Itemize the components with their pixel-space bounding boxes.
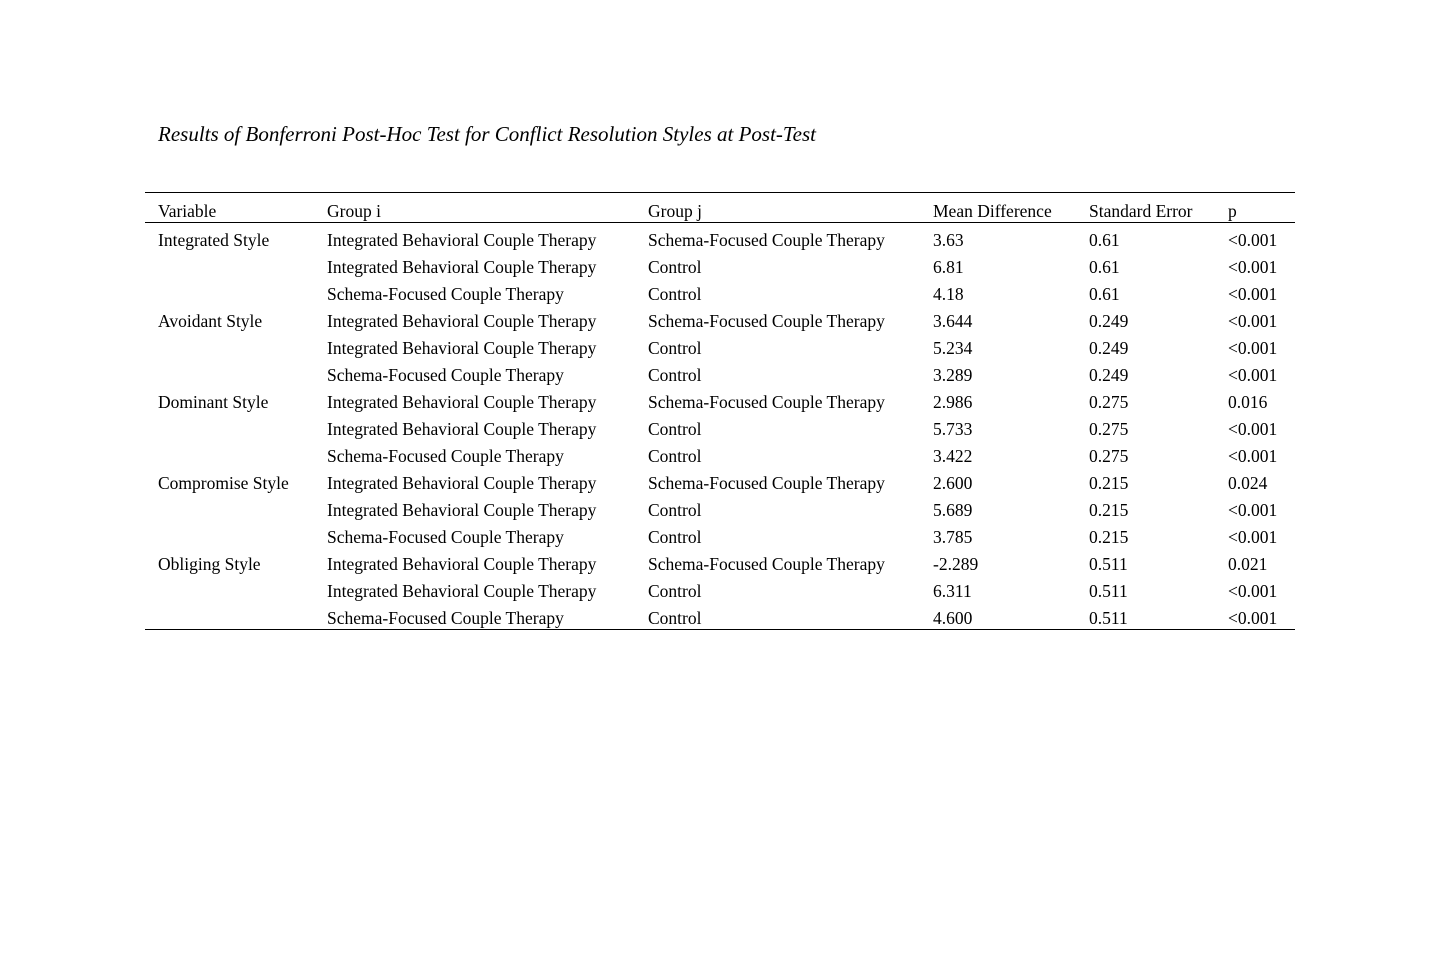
cell-p: <0.001 [1228, 338, 1278, 358]
cell-mean-difference: 6.311 [933, 581, 972, 601]
cell-standard-error: 0.249 [1089, 338, 1129, 358]
cell-group-i: Integrated Behavioral Couple Therapy [327, 473, 597, 493]
table-row [145, 278, 1295, 305]
cell-mean-difference: 3.785 [933, 527, 973, 547]
cell-mean-difference: 5.689 [933, 500, 973, 520]
table-row [145, 413, 1295, 440]
cell-group-i: Schema-Focused Couple Therapy [327, 284, 564, 304]
cell-group-j: Control [635, 602, 920, 630]
cell-mean-difference: 4.18 [933, 284, 964, 304]
cell-mean-difference: 4.600 [920, 602, 1076, 630]
cell-group-j: Control [648, 527, 702, 547]
cell-mean-difference: -2.289 [933, 554, 979, 574]
cell-group-i: Integrated Behavioral Couple Therapy [327, 419, 597, 439]
cell-p: <0.001 [1228, 257, 1278, 277]
table-row [145, 602, 1295, 630]
cell-group-j: Schema-Focused Couple Therapy [648, 473, 885, 493]
cell-mean-difference: 3.422 [933, 446, 973, 466]
cell-group-i: Integrated Behavioral Couple Therapy [327, 581, 597, 601]
cell-standard-error: 0.511 [1089, 554, 1128, 574]
cell-mean-difference: 3.63 [933, 230, 964, 250]
cell-group-j: Schema-Focused Couple Therapy [648, 554, 885, 574]
cell-p: <0.001 [1228, 365, 1278, 385]
cell-standard-error: 0.275 [1089, 392, 1129, 412]
cell-group-i: Integrated Behavioral Couple Therapy [327, 554, 597, 574]
cell-variable: Dominant Style [158, 392, 269, 412]
cell-variable [145, 251, 314, 278]
cell-standard-error: 0.249 [1089, 365, 1129, 385]
table-row [145, 575, 1295, 602]
table-row [145, 251, 1295, 278]
cell-mean-difference: 5.234 [933, 338, 973, 358]
cell-variable: Compromise Style [158, 473, 289, 493]
cell-variable [145, 332, 314, 359]
table-row [145, 548, 1295, 575]
column-header-p: p [1215, 193, 1295, 223]
column-header-mean-difference: Mean Difference [920, 193, 1076, 223]
cell-group-i: Schema-Focused Couple Therapy [314, 602, 635, 630]
cell-p: <0.001 [1228, 581, 1278, 601]
cell-variable [145, 602, 314, 630]
cell-standard-error: 0.511 [1076, 602, 1215, 630]
cell-p: 0.016 [1228, 392, 1268, 412]
cell-p: <0.001 [1228, 284, 1278, 304]
cell-variable [145, 440, 314, 467]
cell-p: <0.001 [1228, 500, 1278, 520]
cell-group-i: Integrated Behavioral Couple Therapy [327, 338, 597, 358]
table-row [145, 223, 1295, 252]
cell-variable: Avoidant Style [158, 311, 263, 331]
cell-group-i: Integrated Behavioral Couple Therapy [327, 392, 597, 412]
cell-variable [145, 413, 314, 440]
cell-group-j: Schema-Focused Couple Therapy [648, 230, 885, 250]
table-row [145, 440, 1295, 467]
table-row [145, 467, 1295, 494]
cell-group-j: Control [648, 500, 702, 520]
cell-variable: Integrated Style [158, 230, 270, 250]
cell-group-i: Integrated Behavioral Couple Therapy [327, 230, 597, 250]
cell-mean-difference: 6.81 [933, 257, 964, 277]
cell-variable [145, 278, 314, 305]
cell-p: <0.001 [1228, 419, 1278, 439]
cell-group-j: Control [648, 365, 702, 385]
table-row [145, 305, 1295, 332]
cell-group-j: Schema-Focused Couple Therapy [648, 392, 885, 412]
cell-mean-difference: 2.600 [933, 473, 973, 493]
bonferroni-results-table [145, 192, 1295, 630]
cell-group-i: Schema-Focused Couple Therapy [327, 446, 564, 466]
table-caption: Results of Bonferroni Post-Hoc Test for Conflict Resolution Styles at Post-Test [158, 122, 816, 146]
cell-mean-difference: 3.289 [933, 365, 973, 385]
column-header-group-i: Group i [314, 193, 635, 223]
cell-standard-error: 0.511 [1089, 581, 1128, 601]
cell-standard-error: 0.61 [1089, 230, 1120, 250]
table-row [145, 332, 1295, 359]
cell-group-j: Control [648, 257, 702, 277]
table-row [145, 521, 1295, 548]
cell-variable [145, 359, 314, 386]
cell-group-j: Control [648, 284, 702, 304]
column-header-variable: Variable [145, 193, 314, 223]
cell-variable [145, 521, 314, 548]
cell-group-i: Schema-Focused Couple Therapy [327, 365, 564, 385]
table-row [145, 359, 1295, 386]
cell-p: <0.001 [1228, 446, 1278, 466]
cell-p: <0.001 [1228, 230, 1278, 250]
cell-p: 0.024 [1228, 473, 1268, 493]
header-row [145, 193, 1295, 223]
table-row [145, 494, 1295, 521]
cell-standard-error: 0.215 [1089, 500, 1129, 520]
cell-standard-error: 0.61 [1089, 257, 1120, 277]
column-header-group-j: Group j [635, 193, 920, 223]
cell-group-i: Integrated Behavioral Couple Therapy [327, 257, 597, 277]
cell-p: <0.001 [1228, 311, 1278, 331]
cell-variable [145, 575, 314, 602]
cell-variable [145, 494, 314, 521]
cell-group-j: Schema-Focused Couple Therapy [648, 311, 885, 331]
cell-p: <0.001 [1215, 602, 1295, 630]
cell-variable: Obliging Style [158, 554, 261, 574]
cell-mean-difference: 3.644 [933, 311, 973, 331]
cell-standard-error: 0.275 [1089, 446, 1129, 466]
cell-standard-error: 0.61 [1089, 284, 1120, 304]
cell-group-j: Control [648, 338, 702, 358]
table-row [145, 386, 1295, 413]
cell-mean-difference: 2.986 [933, 392, 973, 412]
cell-group-i: Schema-Focused Couple Therapy [327, 527, 564, 547]
cell-p: 0.021 [1228, 554, 1268, 574]
cell-group-i: Integrated Behavioral Couple Therapy [327, 500, 597, 520]
column-header-standard-error: Standard Error [1076, 193, 1215, 223]
cell-standard-error: 0.249 [1089, 311, 1129, 331]
cell-group-i: Integrated Behavioral Couple Therapy [327, 311, 597, 331]
cell-group-j: Control [648, 419, 702, 439]
cell-group-j: Control [648, 446, 702, 466]
cell-standard-error: 0.275 [1089, 419, 1129, 439]
cell-standard-error: 0.215 [1089, 473, 1129, 493]
cell-standard-error: 0.215 [1089, 527, 1129, 547]
cell-p: <0.001 [1228, 527, 1278, 547]
cell-group-j: Control [648, 581, 702, 601]
cell-mean-difference: 5.733 [933, 419, 973, 439]
